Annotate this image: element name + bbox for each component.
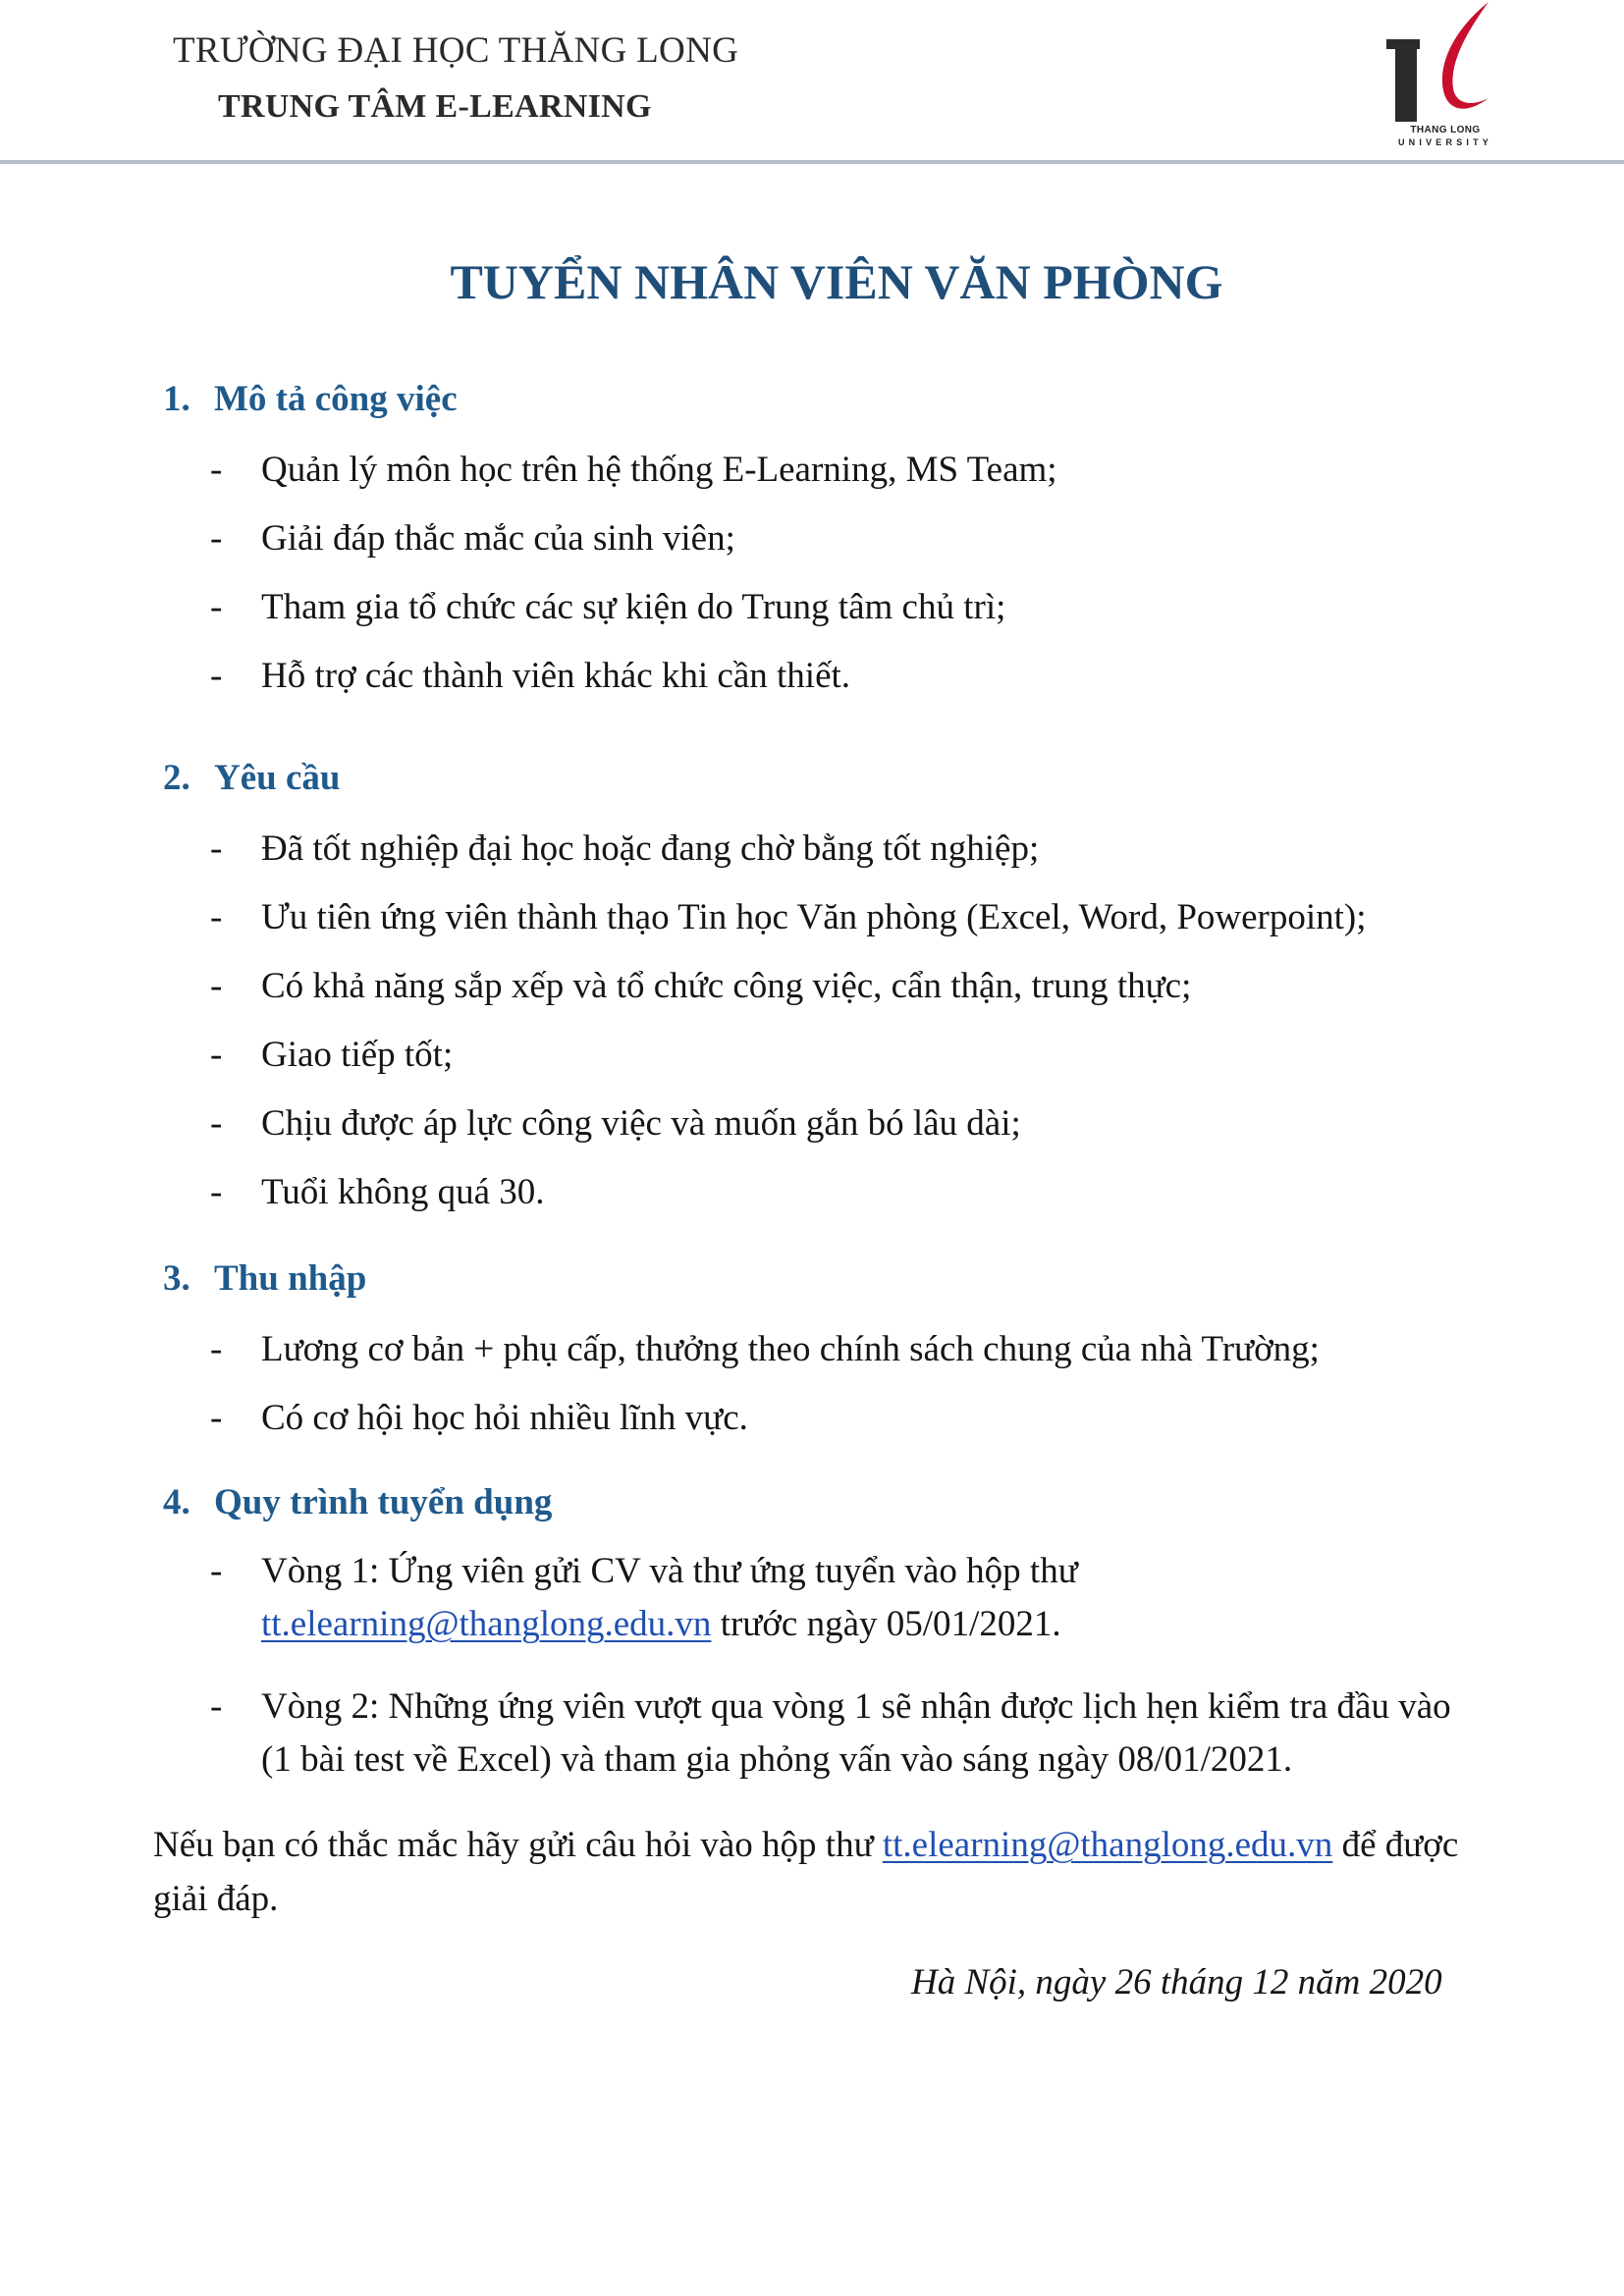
section-heading [163, 371, 1538, 428]
section-title: Quy trình tuyển dụng [214, 1482, 553, 1522]
closing-paragraph: Nếu bạn có thắc mắc hãy gửi câu hỏi vào hộp thư tt.elearning@thanglong.edu.vn để được giải đáp. [153, 1825, 1459, 1919]
header-divider [0, 160, 1624, 164]
bullet-list [163, 436, 1538, 711]
section-requirements [163, 750, 1538, 1227]
list-item: - Đã tốt nghiệp đại học hoặc đang chờ bằng tốt nghiệp; [210, 828, 1040, 869]
list-item: - Quản lý môn học trên hệ thống E-Learning, MS Team; [210, 450, 1057, 490]
list-item-round-2: - Vòng 2: Những ứng viên vượt qua vòng 1 sẽ nhận được lịch hẹn kiểm tra đầu vào (1 bài test về Excel) và tham gia phỏng vấn vào sáng ngày 08/01/2021. [210, 1686, 1451, 1780]
list-item: - Có khả năng sắp xếp và tổ chức công việc, cẩn thận, trung thực; [210, 966, 1192, 1006]
bullet-list [163, 815, 1538, 1227]
university-logo [1386, 0, 1504, 149]
section-number: 3. [163, 1258, 190, 1299]
bullet-list [163, 1315, 1538, 1453]
list-item: - Hỗ trợ các thành viên khác khi cần thiết. [210, 656, 851, 696]
section-number: 1. [163, 379, 190, 419]
list-item: - Lương cơ bản + phụ cấp, thưởng theo chính sách chung của nhà Trường; [210, 1329, 1320, 1369]
section-job-description [163, 371, 1538, 711]
center-name: TRUNG TÂM E-LEARNING [218, 88, 652, 125]
section-heading [163, 750, 1538, 807]
school-name: TRƯỜNG ĐẠI HỌC THĂNG LONG [173, 30, 739, 71]
list-item-round-1: - Vòng 1: Ứng viên gửi CV và thư ứng tuyển vào hộp thư tt.elearning@thanglong.edu.vn trước ngày 05/01/2021. [210, 1551, 1078, 1644]
thang-long-logo-icon [1386, 0, 1504, 124]
letterhead [0, 0, 1624, 165]
bullet-list [163, 1539, 1538, 1810]
signature-date: Hà Nội, ngày 26 tháng 12 năm 2020 [911, 1962, 1442, 2002]
list-item: - Chịu được áp lực công việc và muốn gắn bó lâu dài; [210, 1103, 1021, 1144]
document-title: TUYỂN NHÂN VIÊN VĂN PHÒNG [450, 254, 1223, 309]
section-recruitment-process [163, 1474, 1538, 1810]
list-item: - Có cơ hội học hỏi nhiều lĩnh vực. [210, 1398, 748, 1438]
section-title: Mô tả công việc [214, 379, 458, 419]
section-income [163, 1251, 1538, 1453]
list-item: - Ưu tiên ứng viên thành thạo Tin học Văn phòng (Excel, Word, Powerpoint); [210, 897, 1367, 937]
list-item: - Giao tiếp tốt; [210, 1035, 454, 1075]
section-title: Yêu cầu [214, 758, 341, 798]
list-item: - Tuổi không quá 30. [210, 1172, 545, 1212]
section-number: 2. [163, 758, 190, 798]
logo-text-line2: UNIVERSITY [1397, 137, 1492, 147]
email-link[interactable]: tt.elearning@thanglong.edu.vn [261, 1604, 712, 1644]
section-heading [163, 1251, 1538, 1308]
list-item: - Tham gia tổ chức các sự kiện do Trung tâm chủ trì; [210, 587, 1006, 627]
email-link[interactable]: tt.elearning@thanglong.edu.vn [882, 1825, 1333, 1865]
section-heading [163, 1474, 1538, 1531]
logo-text-line1: THANG LONG [1410, 125, 1481, 135]
section-title: Thu nhập [214, 1258, 367, 1299]
section-number: 4. [163, 1482, 190, 1522]
list-item: - Giải đáp thắc mắc của sinh viên; [210, 518, 735, 559]
